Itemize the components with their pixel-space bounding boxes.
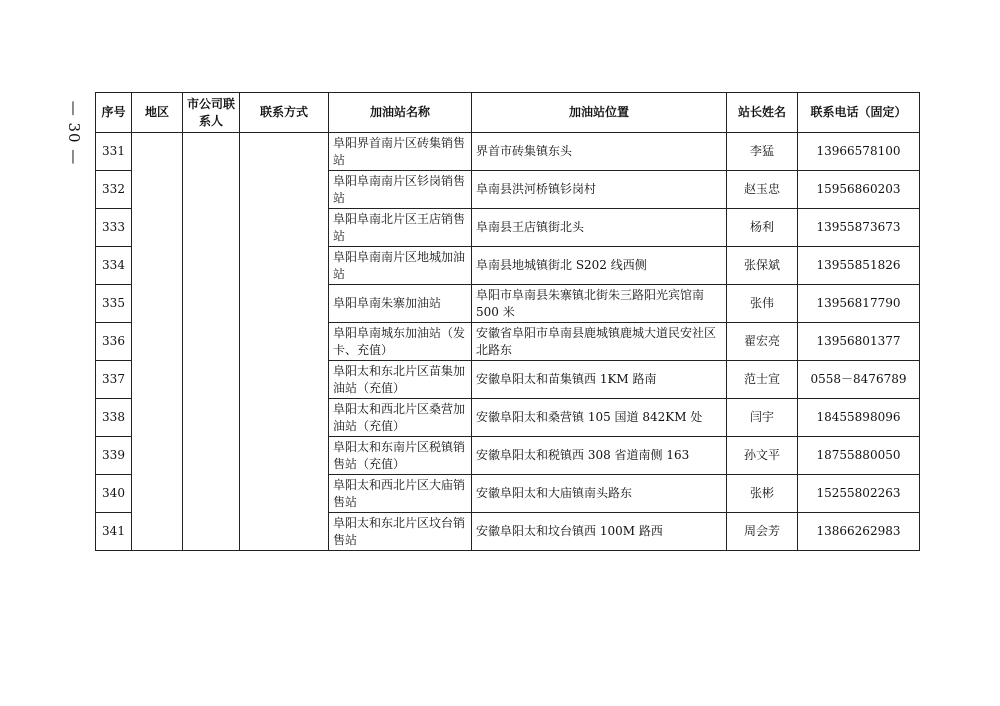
cell-station-name: 阜阳阜南南片区钐岗销售站 (329, 171, 472, 209)
cell-no: 337 (96, 361, 132, 399)
cell-station-location: 阜南县地城镇街北 S202 线西侧 (472, 247, 727, 285)
cell-station-name: 阜阳界首南片区砖集销售站 (329, 133, 472, 171)
cell-contact-method (240, 133, 329, 551)
cell-phone: 13966578100 (798, 133, 920, 171)
cell-station-location: 界首市砖集镇东头 (472, 133, 727, 171)
cell-station-name: 阜阳阜南城东加油站（发卡、充值） (329, 323, 472, 361)
cell-station-location: 安徽省阜阳市阜南县鹿城镇鹿城大道民安社区北路东 (472, 323, 727, 361)
cell-manager: 杨利 (727, 209, 798, 247)
table-body (96, 133, 920, 551)
cell-station-name: 阜阳太和东南片区税镇销售站（充值） (329, 437, 472, 475)
cell-no: 338 (96, 399, 132, 437)
page-number-text: — 30 — (65, 100, 83, 166)
cell-phone: 13955851826 (798, 247, 920, 285)
cell-station-name: 阜阳太和东北片区苗集加油站（充值） (329, 361, 472, 399)
header-station-location: 加油站位置 (472, 93, 727, 133)
cell-manager: 周会芳 (727, 513, 798, 551)
cell-phone: 13956817790 (798, 285, 920, 323)
cell-manager: 张保斌 (727, 247, 798, 285)
cell-phone: 18755880050 (798, 437, 920, 475)
cell-station-location: 安徽阜阳太和大庙镇南头路东 (472, 475, 727, 513)
cell-manager: 李猛 (727, 133, 798, 171)
gas-station-table (95, 92, 920, 551)
header-no: 序号 (96, 93, 132, 133)
cell-station-location: 阜南县洪河桥镇钐岗村 (472, 171, 727, 209)
cell-region (132, 133, 183, 551)
cell-station-location: 安徽阜阳太和坟台镇西 100M 路西 (472, 513, 727, 551)
cell-city-contact (183, 133, 240, 551)
cell-station-name: 阜阳阜南北片区王店销售站 (329, 209, 472, 247)
header-phone: 联系电话（固定） (798, 93, 920, 133)
cell-no: 341 (96, 513, 132, 551)
header-manager: 站长姓名 (727, 93, 798, 133)
cell-manager: 张伟 (727, 285, 798, 323)
cell-station-location: 安徽阜阳太和桑营镇 105 国道 842KM 处 (472, 399, 727, 437)
cell-manager: 范士宣 (727, 361, 798, 399)
page-number (60, 100, 88, 170)
cell-manager: 翟宏亮 (727, 323, 798, 361)
cell-station-name: 阜阳太和西北片区桑营加油站（充值） (329, 399, 472, 437)
cell-no: 336 (96, 323, 132, 361)
cell-phone: 0558－8476789 (798, 361, 920, 399)
header-station-name: 加油站名称 (329, 93, 472, 133)
cell-manager: 孙文平 (727, 437, 798, 475)
cell-manager: 张彬 (727, 475, 798, 513)
cell-phone: 18455898096 (798, 399, 920, 437)
cell-station-name: 阜阳太和东北片区坟台销售站 (329, 513, 472, 551)
cell-station-location: 阜阳市阜南县朱寨镇北街朱三路阳光宾馆南 500 米 (472, 285, 727, 323)
cell-station-location: 阜南县王店镇街北头 (472, 209, 727, 247)
table-row (96, 133, 920, 171)
header-row (96, 93, 920, 133)
cell-no: 340 (96, 475, 132, 513)
cell-no: 334 (96, 247, 132, 285)
header-region: 地区 (132, 93, 183, 133)
cell-station-name: 阜阳阜南南片区地城加油站 (329, 247, 472, 285)
cell-manager: 赵玉忠 (727, 171, 798, 209)
cell-station-location: 安徽阜阳太和苗集镇西 1KM 路南 (472, 361, 727, 399)
cell-manager: 闫宇 (727, 399, 798, 437)
cell-no: 331 (96, 133, 132, 171)
cell-station-name: 阜阳太和西北片区大庙销售站 (329, 475, 472, 513)
cell-no: 332 (96, 171, 132, 209)
cell-no: 339 (96, 437, 132, 475)
table-header (96, 93, 920, 133)
cell-phone: 15255802263 (798, 475, 920, 513)
cell-phone: 13866262983 (798, 513, 920, 551)
cell-phone: 13956801377 (798, 323, 920, 361)
header-contact-method: 联系方式 (240, 93, 329, 133)
cell-no: 333 (96, 209, 132, 247)
cell-station-name: 阜阳阜南朱寨加油站 (329, 285, 472, 323)
cell-phone: 15956860203 (798, 171, 920, 209)
cell-station-location: 安徽阜阳太和税镇西 308 省道南侧 163 (472, 437, 727, 475)
cell-no: 335 (96, 285, 132, 323)
cell-phone: 13955873673 (798, 209, 920, 247)
header-city-contact: 市公司联系人 (183, 93, 240, 133)
